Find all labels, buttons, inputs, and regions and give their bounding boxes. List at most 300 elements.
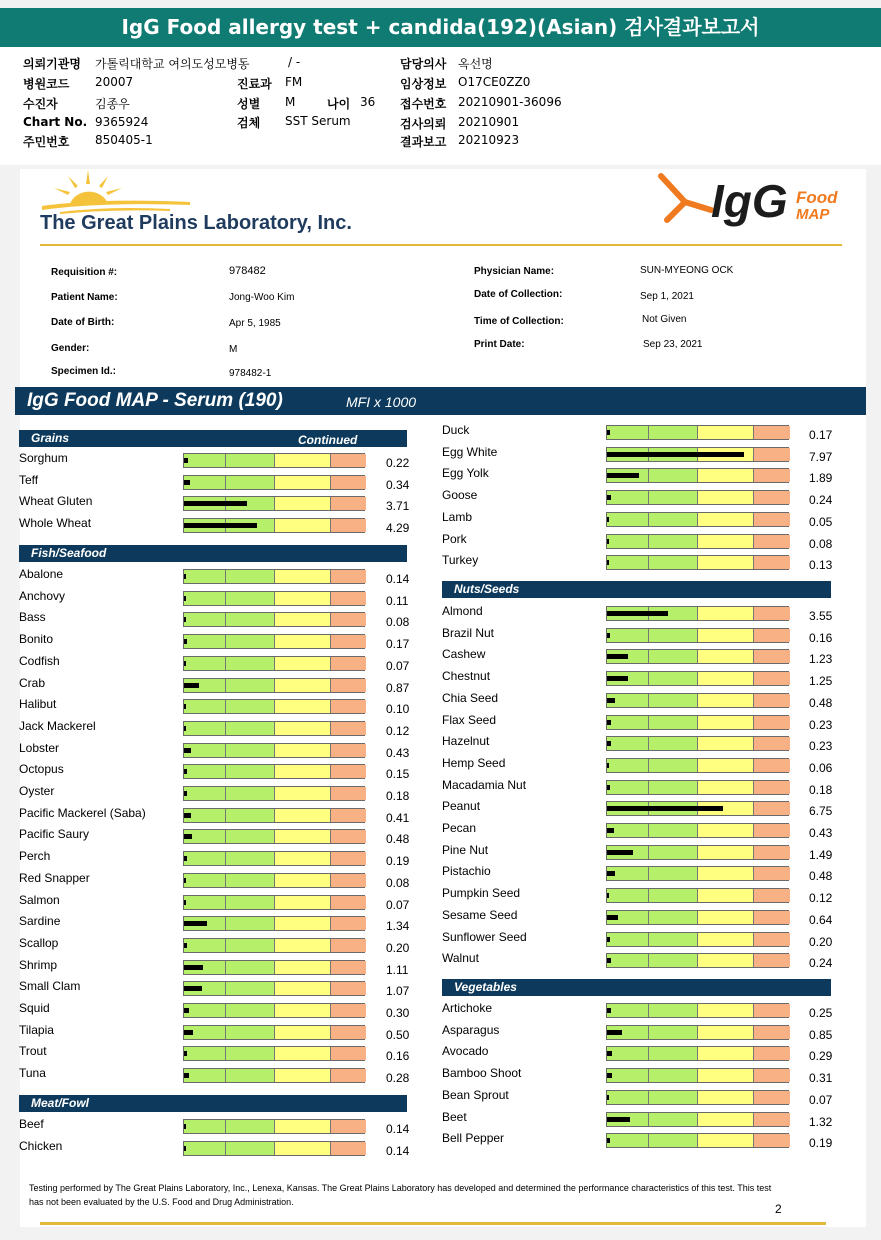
inst-value: 가톨릭대학교 여의도성모병동 bbox=[95, 57, 250, 71]
bar-zone bbox=[698, 672, 754, 685]
result-level-mark bbox=[184, 617, 186, 622]
print-date-label: Print Date: bbox=[474, 339, 525, 350]
age-label: 나이 bbox=[327, 97, 351, 111]
dept-label: 진료과 bbox=[237, 77, 272, 91]
bar-zone bbox=[331, 570, 366, 583]
hospital-info-panel bbox=[0, 47, 881, 165]
bar-zone bbox=[226, 700, 275, 713]
bar-zone bbox=[226, 961, 275, 974]
food-name: Crab bbox=[19, 675, 46, 690]
result-bar bbox=[183, 1046, 365, 1061]
food-name: Tilapia bbox=[19, 1022, 54, 1037]
result-bar bbox=[183, 475, 365, 490]
inst-label: 의뢰기관명 bbox=[23, 57, 81, 71]
bar-zone bbox=[331, 896, 366, 909]
food-name: Hazelnut bbox=[442, 734, 490, 749]
result-bar bbox=[183, 591, 365, 606]
result-level-mark bbox=[184, 523, 257, 528]
bar-zone bbox=[754, 759, 790, 772]
food-value: 0.87 bbox=[386, 680, 410, 695]
result-level-mark bbox=[607, 633, 610, 638]
bar-zone bbox=[754, 1069, 790, 1082]
result-bar bbox=[183, 1141, 365, 1156]
food-value: 0.20 bbox=[386, 940, 410, 955]
food-value: 0.12 bbox=[386, 723, 410, 738]
bar-zone bbox=[226, 939, 275, 952]
bar-zone bbox=[607, 737, 649, 750]
result-level-mark bbox=[607, 1117, 630, 1122]
result-bar bbox=[606, 606, 789, 621]
section-title: Grains bbox=[31, 431, 70, 445]
section-title: Nuts/Seeds bbox=[454, 582, 520, 596]
slash-value: / - bbox=[288, 55, 301, 69]
food-row-salmon bbox=[19, 893, 426, 911]
result-level-mark bbox=[184, 1051, 187, 1056]
bar-zone bbox=[649, 867, 698, 880]
bar-zone bbox=[275, 917, 331, 930]
bar-zone bbox=[698, 1004, 754, 1017]
food-name: Peanut bbox=[442, 799, 481, 814]
bar-zone bbox=[275, 765, 331, 778]
food-row-walnut bbox=[442, 951, 849, 969]
result-level-mark bbox=[607, 452, 744, 457]
bar-zone bbox=[226, 657, 275, 670]
result-level-mark bbox=[184, 856, 187, 861]
bar-zone bbox=[754, 1091, 790, 1104]
food-name: Anchovy bbox=[19, 588, 66, 603]
bar-zone bbox=[275, 1004, 331, 1017]
bar-zone bbox=[754, 889, 790, 902]
result-bar bbox=[183, 699, 365, 714]
bar-zone bbox=[275, 613, 331, 626]
bar-zone bbox=[226, 613, 275, 626]
result-bar bbox=[183, 1119, 365, 1134]
food-row-sardine bbox=[19, 914, 426, 932]
result-level-mark bbox=[607, 763, 609, 768]
bar-zone bbox=[649, 1134, 698, 1147]
section-title: Vegetables bbox=[454, 980, 517, 994]
food-value: 0.24 bbox=[809, 493, 833, 508]
bar-zone bbox=[331, 657, 366, 670]
result-level-mark bbox=[184, 683, 199, 688]
result-bar bbox=[183, 678, 365, 693]
food-row-abalone bbox=[19, 567, 426, 585]
bar-zone bbox=[698, 954, 754, 967]
result-level-mark bbox=[607, 1008, 611, 1013]
lab-name: The Great Plains Laboratory, Inc. bbox=[40, 212, 352, 234]
food-value: 0.08 bbox=[386, 875, 410, 890]
result-level-mark bbox=[607, 654, 628, 659]
result-bar bbox=[606, 1003, 789, 1018]
food-name: Chia Seed bbox=[442, 690, 499, 705]
bar-zone bbox=[607, 954, 649, 967]
collection-time-label: Time of Collection: bbox=[474, 316, 564, 327]
bar-zone bbox=[607, 759, 649, 772]
bar-zone bbox=[649, 954, 698, 967]
food-value: 0.15 bbox=[386, 767, 410, 782]
food-row-artichoke bbox=[442, 1001, 849, 1019]
bar-zone bbox=[698, 933, 754, 946]
food-name: Jack Mackerel bbox=[19, 718, 96, 733]
food-value: 4.29 bbox=[386, 521, 410, 536]
bar-zone bbox=[226, 570, 275, 583]
food-value: 0.28 bbox=[386, 1071, 410, 1086]
result-level-mark bbox=[607, 828, 614, 833]
food-row-bamboo-shoot bbox=[442, 1066, 849, 1084]
bar-zone bbox=[331, 809, 366, 822]
food-name: Scallop bbox=[19, 935, 59, 950]
bar-zone bbox=[649, 1091, 698, 1104]
food-row-codfish bbox=[19, 654, 426, 672]
bar-zone bbox=[226, 1004, 275, 1017]
result-bar bbox=[606, 693, 789, 708]
food-value: 0.18 bbox=[809, 782, 833, 797]
result-bar bbox=[606, 953, 789, 968]
result-level-mark bbox=[607, 539, 609, 544]
result-level-mark bbox=[607, 1030, 622, 1035]
food-row-duck bbox=[442, 423, 849, 441]
food-row-pacific-mackerel-saba bbox=[19, 806, 426, 824]
food-row-macadamia-nut bbox=[442, 778, 849, 796]
food-value: 0.50 bbox=[386, 1027, 410, 1042]
bar-zone bbox=[275, 497, 331, 510]
food-row-chestnut bbox=[442, 669, 849, 687]
bar-zone bbox=[226, 787, 275, 800]
food-name: Beet bbox=[442, 1109, 467, 1124]
bar-zone bbox=[698, 513, 754, 526]
antibody-icon bbox=[655, 172, 715, 232]
bar-zone bbox=[331, 1120, 366, 1133]
bar-zone bbox=[698, 556, 754, 569]
bar-zone bbox=[607, 781, 649, 794]
bar-zone bbox=[226, 635, 275, 648]
bar-zone bbox=[754, 469, 790, 482]
result-level-mark bbox=[184, 791, 187, 796]
bar-zone bbox=[331, 454, 366, 467]
result-bar bbox=[183, 873, 365, 888]
result-level-mark bbox=[184, 900, 186, 905]
food-name: Tuna bbox=[19, 1066, 46, 1081]
food-value: 0.06 bbox=[809, 760, 833, 775]
bar-zone bbox=[698, 469, 754, 482]
food-value: 1.49 bbox=[809, 847, 833, 862]
bar-zone bbox=[754, 867, 790, 880]
food-name: Pacific Mackerel (Saba) bbox=[19, 805, 146, 820]
report-title-bar bbox=[0, 8, 881, 47]
food-value: 1.07 bbox=[386, 984, 410, 999]
result-level-mark bbox=[184, 1124, 186, 1129]
bar-zone bbox=[698, 694, 754, 707]
food-row-goose bbox=[442, 488, 849, 506]
result-level-mark bbox=[184, 769, 187, 774]
bar-zone bbox=[226, 722, 275, 735]
food-row-sorghum bbox=[19, 451, 426, 469]
bar-zone bbox=[226, 852, 275, 865]
bar-zone bbox=[275, 982, 331, 995]
food-row-brazil-nut bbox=[442, 626, 849, 644]
bar-zone bbox=[649, 716, 698, 729]
result-bar bbox=[183, 808, 365, 823]
bar-zone bbox=[649, 824, 698, 837]
gender-label: Gender: bbox=[51, 343, 90, 354]
food-name: Bass bbox=[19, 610, 46, 625]
bar-zone bbox=[649, 1026, 698, 1039]
food-row-whole-wheat bbox=[19, 516, 426, 534]
bar-zone bbox=[649, 556, 698, 569]
food-row-crab bbox=[19, 676, 426, 694]
result-bar bbox=[183, 656, 365, 671]
result-bar bbox=[606, 758, 789, 773]
bar-zone bbox=[184, 939, 226, 952]
result-level-mark bbox=[607, 430, 610, 435]
food-value: 1.11 bbox=[386, 962, 409, 977]
bar-zone bbox=[331, 635, 366, 648]
food-value: 0.10 bbox=[386, 702, 410, 717]
food-row-sunflower-seed bbox=[442, 930, 849, 948]
food-value: 0.29 bbox=[809, 1049, 833, 1064]
result-bar bbox=[606, 1090, 789, 1105]
bar-zone bbox=[649, 513, 698, 526]
bar-zone bbox=[184, 722, 226, 735]
bar-zone bbox=[275, 896, 331, 909]
result-bar bbox=[606, 845, 789, 860]
bar-zone bbox=[331, 961, 366, 974]
section-title: Meat/Fowl bbox=[31, 1096, 90, 1110]
food-row-anchovy bbox=[19, 589, 426, 607]
bar-zone bbox=[275, 744, 331, 757]
food-row-small-clam bbox=[19, 979, 426, 997]
food-name: Pistachio bbox=[442, 864, 491, 879]
sex-value: M bbox=[285, 95, 296, 109]
bar-zone bbox=[698, 629, 754, 642]
food-row-peanut bbox=[442, 799, 849, 817]
bar-zone bbox=[226, 1120, 275, 1133]
bar-zone bbox=[607, 1004, 649, 1017]
bar-zone bbox=[754, 1113, 790, 1126]
result-level-mark bbox=[607, 806, 723, 811]
food-name: Bonito bbox=[19, 632, 54, 647]
bar-zone bbox=[331, 874, 366, 887]
result-bar bbox=[606, 490, 789, 505]
food-row-wheat-gluten bbox=[19, 494, 426, 512]
result-level-mark bbox=[607, 958, 611, 963]
food-name: Avocado bbox=[442, 1044, 489, 1059]
food-value: 0.48 bbox=[386, 832, 410, 847]
food-value: 0.07 bbox=[386, 897, 410, 912]
result-bar bbox=[606, 425, 789, 440]
bar-zone bbox=[649, 759, 698, 772]
result-bar bbox=[606, 649, 789, 664]
food-value: 0.07 bbox=[386, 658, 410, 673]
bar-zone bbox=[184, 1120, 226, 1133]
bar-zone bbox=[184, 874, 226, 887]
bar-zone bbox=[226, 592, 275, 605]
bar-zone bbox=[698, 1026, 754, 1039]
bar-zone bbox=[607, 535, 649, 548]
food-value: 0.48 bbox=[809, 695, 833, 710]
bar-zone bbox=[331, 787, 366, 800]
food-value: 0.20 bbox=[809, 934, 833, 949]
bar-zone bbox=[226, 874, 275, 887]
food-name: Flax Seed bbox=[442, 712, 497, 727]
collection-time-value: Not Given bbox=[642, 314, 687, 325]
bar-zone bbox=[649, 889, 698, 902]
food-value: 0.05 bbox=[809, 514, 833, 529]
bar-zone bbox=[607, 1134, 649, 1147]
food-name: Lobster bbox=[19, 740, 60, 755]
result-level-mark bbox=[184, 965, 203, 970]
food-value: 3.71 bbox=[386, 499, 410, 514]
panel-unit: MFI x 1000 bbox=[346, 394, 417, 410]
food-value: 0.17 bbox=[809, 428, 833, 442]
dob-value: Apr 5, 1985 bbox=[229, 318, 281, 329]
bar-zone bbox=[754, 1047, 790, 1060]
food-value: 0.14 bbox=[386, 572, 410, 586]
result-level-mark bbox=[607, 1073, 612, 1078]
result-level-mark bbox=[607, 915, 618, 920]
food-row-pistachio bbox=[442, 864, 849, 882]
food-name: Bell Pepper bbox=[442, 1131, 505, 1146]
result-bar bbox=[606, 801, 789, 816]
food-value: 0.31 bbox=[809, 1071, 833, 1086]
bar-zone bbox=[226, 830, 275, 843]
bar-zone bbox=[649, 469, 698, 482]
logo-map-text: MAP bbox=[796, 206, 830, 223]
bar-zone bbox=[275, 1047, 331, 1060]
bar-zone bbox=[649, 781, 698, 794]
food-row-octopus bbox=[19, 762, 426, 780]
bar-zone bbox=[754, 1026, 790, 1039]
food-row-pecan bbox=[442, 821, 849, 839]
bar-zone bbox=[698, 1091, 754, 1104]
bar-zone bbox=[698, 737, 754, 750]
food-name: Red Snapper bbox=[19, 870, 90, 885]
footer-divider bbox=[40, 1222, 826, 1225]
gender-value: M bbox=[229, 344, 238, 355]
food-row-bean-sprout bbox=[442, 1088, 849, 1106]
food-name: Duck bbox=[442, 423, 470, 437]
bar-zone bbox=[275, 635, 331, 648]
bar-zone bbox=[331, 476, 366, 489]
bar-zone bbox=[607, 1069, 649, 1082]
food-value: 1.34 bbox=[386, 919, 410, 934]
bar-zone bbox=[275, 1069, 331, 1082]
food-row-lamb bbox=[442, 510, 849, 528]
bar-zone bbox=[275, 519, 331, 532]
result-level-mark bbox=[607, 560, 609, 565]
bar-zone bbox=[226, 454, 275, 467]
food-row-scallop bbox=[19, 936, 426, 954]
page-number: 2 bbox=[775, 1202, 782, 1216]
result-level-mark bbox=[607, 871, 615, 876]
food-row-sesame-seed bbox=[442, 908, 849, 926]
result-level-mark bbox=[607, 1051, 612, 1056]
bar-zone bbox=[649, 650, 698, 663]
bar-zone bbox=[607, 933, 649, 946]
result-bar bbox=[606, 1025, 789, 1040]
result-level-mark bbox=[184, 704, 186, 709]
food-value: 0.41 bbox=[386, 810, 410, 825]
food-name: Sardine bbox=[19, 914, 61, 929]
bar-zone bbox=[698, 889, 754, 902]
bar-zone bbox=[649, 933, 698, 946]
bar-zone bbox=[754, 802, 790, 815]
age-value: 36 bbox=[360, 95, 376, 109]
food-value: 0.43 bbox=[809, 826, 833, 840]
clinical-label: 임상정보 bbox=[400, 77, 447, 91]
patient-value: 김종우 bbox=[95, 97, 130, 111]
bar-zone bbox=[698, 716, 754, 729]
bar-zone bbox=[331, 722, 366, 735]
food-row-flax-seed bbox=[442, 713, 849, 731]
bar-zone bbox=[331, 519, 366, 532]
bar-zone bbox=[649, 491, 698, 504]
bar-zone bbox=[607, 491, 649, 504]
bar-zone bbox=[698, 781, 754, 794]
bar-zone bbox=[649, 1069, 698, 1082]
bar-zone bbox=[649, 1004, 698, 1017]
food-name: Sesame Seed bbox=[442, 907, 518, 922]
food-value: 0.23 bbox=[809, 717, 833, 732]
bar-zone bbox=[275, 787, 331, 800]
food-name: Bean Sprout bbox=[442, 1087, 509, 1102]
food-value: 0.48 bbox=[809, 869, 833, 884]
food-name: Oyster bbox=[19, 784, 55, 798]
result-bar bbox=[606, 823, 789, 838]
bar-zone bbox=[184, 1069, 226, 1082]
result-bar bbox=[183, 743, 365, 758]
food-row-tuna bbox=[19, 1066, 426, 1084]
food-value: 0.14 bbox=[386, 1122, 410, 1136]
bar-zone bbox=[226, 809, 275, 822]
food-name: Pacific Saury bbox=[19, 827, 90, 842]
food-name: Turkey bbox=[442, 553, 479, 568]
bar-zone bbox=[275, 722, 331, 735]
result-level-mark bbox=[607, 517, 609, 522]
result-bar bbox=[183, 938, 365, 953]
result-level-mark bbox=[607, 937, 610, 942]
food-value: 0.22 bbox=[386, 456, 410, 470]
result-level-mark bbox=[184, 921, 207, 926]
bar-zone bbox=[698, 650, 754, 663]
bar-zone bbox=[649, 694, 698, 707]
bar-zone bbox=[331, 852, 366, 865]
result-level-mark bbox=[184, 596, 186, 601]
specimen-id-label: Specimen Id.: bbox=[51, 366, 117, 377]
food-value: 0.85 bbox=[809, 1027, 833, 1042]
food-row-tilapia bbox=[19, 1023, 426, 1041]
result-level-mark bbox=[607, 850, 633, 855]
result-level-mark bbox=[607, 495, 611, 500]
bar-zone bbox=[331, 1004, 366, 1017]
code-label: 병원코드 bbox=[23, 77, 70, 91]
food-value: 0.43 bbox=[386, 745, 410, 760]
doctor-value: 옥선명 bbox=[458, 57, 493, 71]
food-name: Codfish bbox=[19, 653, 60, 668]
result-bar bbox=[183, 895, 365, 910]
bar-zone bbox=[184, 1004, 226, 1017]
food-name: Bamboo Shoot bbox=[442, 1066, 522, 1081]
physician-value: SUN-MYEONG OCK bbox=[640, 265, 734, 276]
result-bar bbox=[606, 780, 789, 795]
food-name: Octopus bbox=[19, 762, 64, 777]
bar-zone bbox=[649, 672, 698, 685]
food-row-hemp-seed bbox=[442, 756, 849, 774]
sex-label: 성별 bbox=[237, 97, 261, 111]
bar-zone bbox=[331, 1069, 366, 1082]
result-bar bbox=[606, 534, 789, 549]
food-row-halibut bbox=[19, 697, 426, 715]
